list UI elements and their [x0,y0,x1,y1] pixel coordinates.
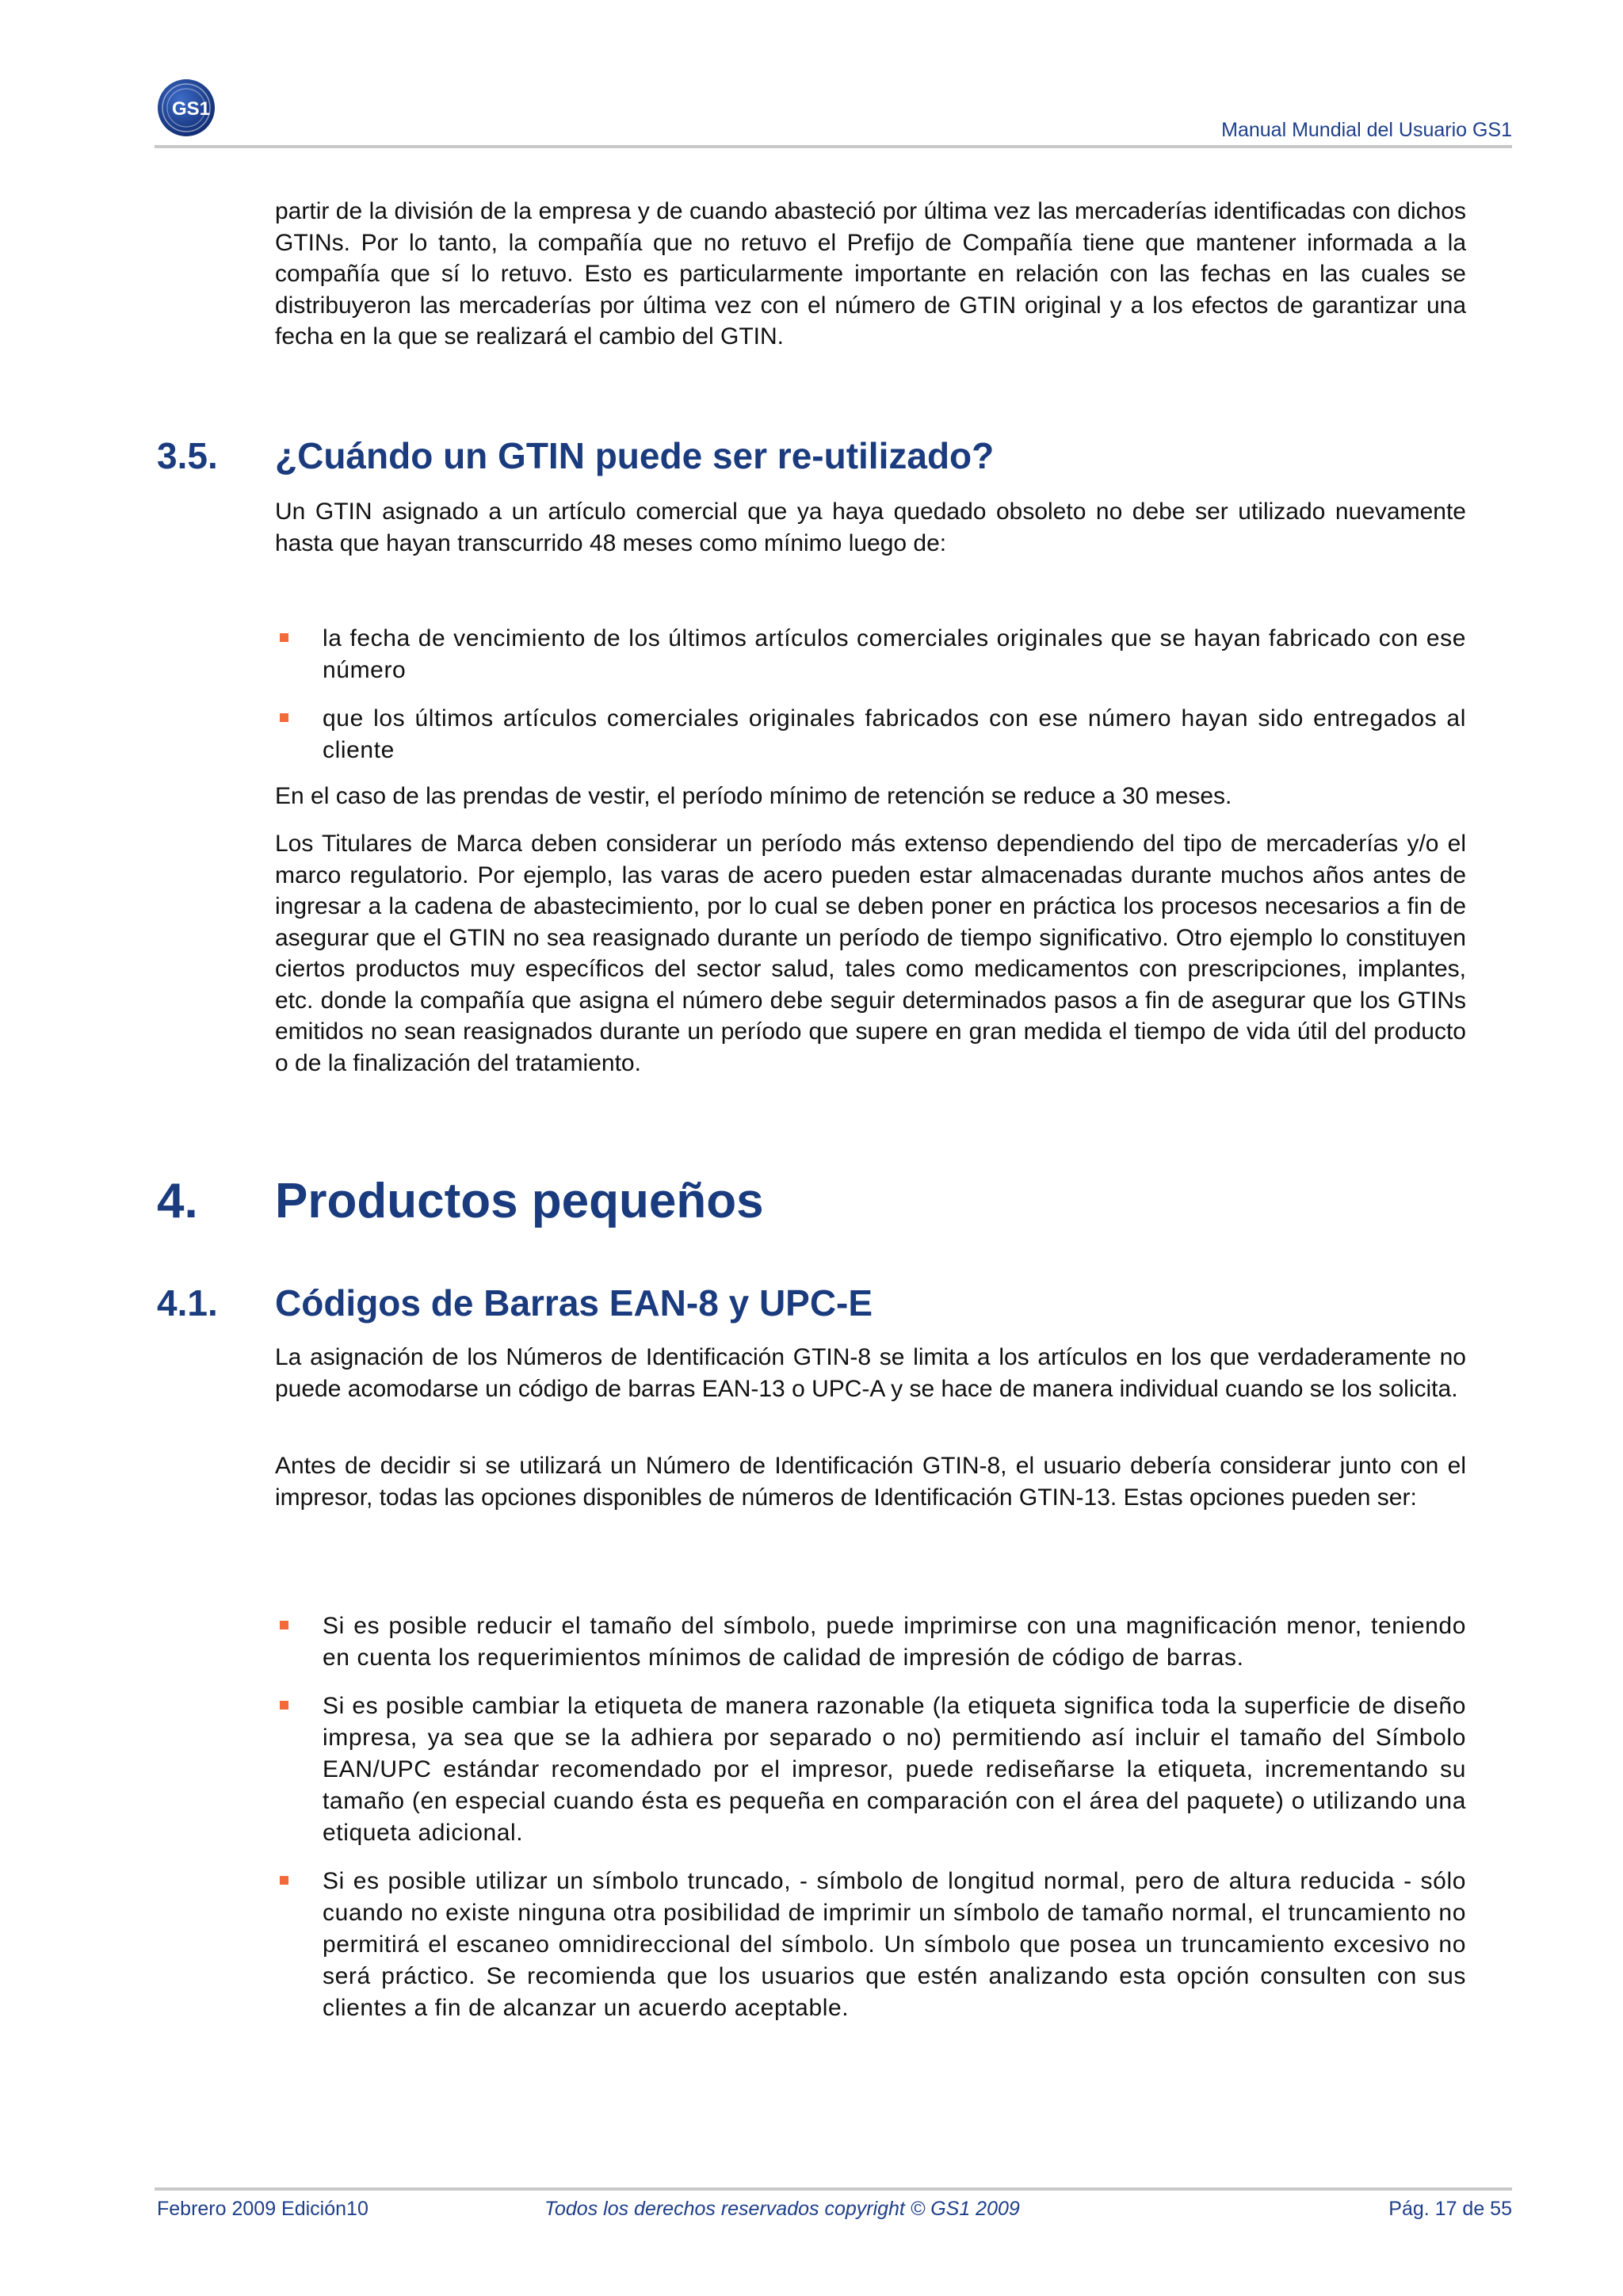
list-item-text: la fecha de vencimiento de los últimos artículos comerciales originales que se hayan fabricado con ese número [323,625,1466,683]
list-item [275,1610,1466,1674]
footer-date-edition: Febrero 2009 Edición10 [157,2198,369,2220]
footer-rule [155,2187,1512,2191]
list-item-text: que los últimos artículos comerciales originales fabricados con ese número hayan sido entregados al cliente [323,705,1466,763]
list-item-text: Si es posible cambiar la etiqueta de manera razonable (la etiqueta significa toda la superficie de diseño impresa, ya sea que se la adhiera por separado o no) permitiendo así incluir el tamaño del Símbolo EAN/UPC estándar recomendado por el impresor, puede rediseñarse la etiqueta, incrementando su tamaño (en especial cuando ésta es pequeña en comparación con el área del paquete) o utilizando una etiqueta adicional. [323,1693,1466,1846]
manual-title: Manual Mundial del Usuario GS1 [1221,119,1512,141]
list-item [275,623,1466,686]
section-3-5-intro-block [275,496,1466,559]
list-item [275,703,1466,766]
gs1-logo [155,76,227,139]
section-4-1-para1: La asignación de los Números de Identificación GTIN-8 se limita a los artículos en los que verdaderamente no puede acomodarse un código de barras EAN-13 o UPC-A y se hace de manera individual cuando se los solicita. [275,1344,1466,1402]
clothing-paragraph-block [275,781,1466,812]
section-4-1-para1-block [275,1342,1466,1404]
list-item [275,1690,1466,1849]
section-4-1-para2: Antes de decidir si se utilizará un Número de Identificación GTIN-8, el usuario debería considerar junto con el impresor, todas las opciones disponibles de números de Identificación GTIN-13. Estas opciones pueden ser: [275,1453,1466,1511]
bullet-square-icon [280,1876,288,1885]
bullet-square-icon [280,1701,288,1710]
brand-owners-paragraph: Los Titulares de Marca deben considerar un período más extenso dependiendo del tipo de mercaderías y/o el marco regulatorio. Por ejemplo, las varas de acero pueden estar almacenadas durante muchos años antes de ingresar a la cadena de abastecimiento, por lo cual se deben poner en práctica los procesos necesarios a fin de asegurar que el GTIN no sea reasignado durante un período de tiempo significativo. Otro ejemplo lo constituyen ciertos productos muy específicos del sector salud, tales como medicamentos con prescripciones, implantes, etc. donde la compañía que asigna el número debe seguir determinados pasos a fin de asegurar que los GTINs emitidos no sean reasignados durante un período que supere en gran medida el tiempo de vida útil del producto o de la finalización del tratamiento. [275,831,1466,1076]
intro-paragraph-block [275,196,1466,353]
footer-copyright: Todos los derechos reservados copyright © GS1 2009 [544,2198,1020,2220]
section-3-5-bullet-list [275,623,1466,783]
section-title: Productos pequeños [275,1174,764,1228]
bullet-square-icon [280,633,288,642]
footer-page-number: Pág. 17 de 55 [1388,2198,1512,2220]
list-item-text: Si es posible utilizar un símbolo truncado, - símbolo de longitud normal, pero de altura reducida - sólo cuando no existe ninguna otra posibilidad de imprimir un símbolo de tamaño normal, el truncamiento no permitirá el escaneo omnidireccional del símbolo. Un símbolo que posea un truncamiento excesivo no será práctico. Se recomienda que los usuarios que estén analizando esta opción consulten con sus clientes a fin de alcanzar un acuerdo aceptable. [323,1868,1466,2021]
section-4-1-para2-block [275,1450,1466,1513]
header-rule [155,145,1512,148]
bullet-square-icon [280,1621,288,1629]
clothing-paragraph: En el caso de las prendas de vestir, el período mínimo de retención se reduce a 30 meses. [275,783,1232,809]
list-item-text: Si es posible reducir el tamaño del símbolo, puede imprimirse con una magnificación menor, teniendo en cuenta los requerimientos mínimos de calidad de impresión de código de barras. [323,1613,1466,1671]
section-number: 3.5. [157,435,218,476]
section-title: Códigos de Barras EAN-8 y UPC-E [275,1282,873,1324]
bullet-square-icon [280,713,288,722]
section-title: ¿Cuándo un GTIN puede ser re-utilizado? [275,435,995,476]
section-number: 4. [157,1174,198,1228]
section-4-1-bullet-list [275,1610,1466,2041]
logo-text: GS1 [172,98,211,120]
intro-paragraph: partir de la división de la empresa y de cuando abasteció por última vez las mercaderías identificadas con dichos GTINs. Por lo tanto, la compañía que no retuvo el Prefijo de Compañía tiene que mantener informada a la compañía que sí lo retuvo. Esto es particularmente importante en relación con las fechas en las cuales se distribuyeron las mercaderías por última vez con el número de GTIN original y a los efectos de garantizar una fecha en la que se realizará el cambio del GTIN. [275,198,1466,350]
list-item [275,1866,1466,2024]
section-number: 4.1. [157,1282,218,1324]
brand-paragraph-block [275,828,1466,1079]
section-3-5-intro: Un GTIN asignado a un artículo comercial que ya haya quedado obsoleto no debe ser utilizado nuevamente hasta que hayan transcurrido 48 meses como mínimo luego de: [275,499,1466,556]
